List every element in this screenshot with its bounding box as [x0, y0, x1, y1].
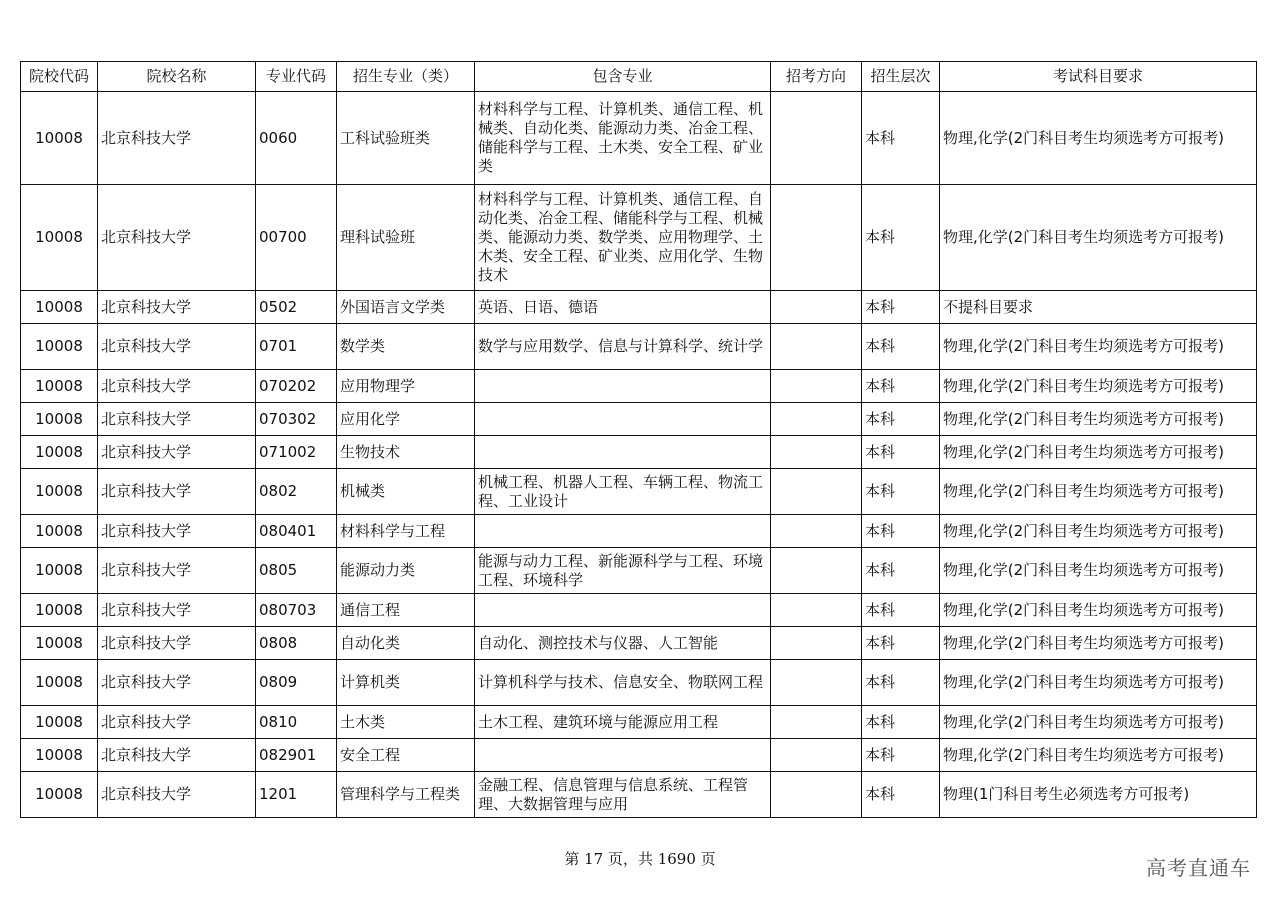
included-majors-cell: 土木工程、建筑环境与能源应用工程 [475, 706, 771, 739]
school-code-cell: 10008 [21, 515, 98, 548]
requirement-cell: 物理,化学(2门科目考生均须选考方可报考) [940, 370, 1257, 403]
major-code-cell: 0810 [256, 706, 337, 739]
requirement-cell: 物理,化学(2门科目考生均须选考方可报考) [940, 436, 1257, 469]
direction-cell [771, 739, 862, 772]
level-cell: 本科 [862, 436, 940, 469]
direction-cell [771, 706, 862, 739]
major-name-cell: 机械类 [337, 469, 475, 515]
major-code-cell: 0808 [256, 627, 337, 660]
direction-cell [771, 370, 862, 403]
requirement-cell: 物理,化学(2门科目考生均须选考方可报考) [940, 469, 1257, 515]
included-majors-cell: 金融工程、信息管理与信息系统、工程管理、大数据管理与应用 [475, 772, 771, 818]
header-major: 招生专业（类） [337, 62, 475, 92]
school-name-cell: 北京科技大学 [98, 370, 256, 403]
direction-cell [771, 548, 862, 594]
school-name-cell: 北京科技大学 [98, 548, 256, 594]
included-majors-cell: 数学与应用数学、信息与计算科学、统计学 [475, 324, 771, 370]
major-name-cell: 生物技术 [337, 436, 475, 469]
level-cell: 本科 [862, 403, 940, 436]
table-row [21, 660, 1257, 706]
level-cell: 本科 [862, 594, 940, 627]
major-code-cell: 0809 [256, 660, 337, 706]
major-code-cell: 070302 [256, 403, 337, 436]
level-cell: 本科 [862, 469, 940, 515]
header-major-code: 专业代码 [256, 62, 337, 92]
included-majors-cell: 能源与动力工程、新能源科学与工程、环境工程、环境科学 [475, 548, 771, 594]
included-majors-cell: 机械工程、机器人工程、车辆工程、物流工程、工业设计 [475, 469, 771, 515]
major-name-cell: 计算机类 [337, 660, 475, 706]
major-name-cell: 通信工程 [337, 594, 475, 627]
level-cell: 本科 [862, 548, 940, 594]
school-name-cell: 北京科技大学 [98, 627, 256, 660]
direction-cell [771, 403, 862, 436]
major-code-cell: 070202 [256, 370, 337, 403]
included-majors-cell [475, 403, 771, 436]
school-name-cell: 北京科技大学 [98, 92, 256, 185]
direction-cell [771, 436, 862, 469]
direction-cell [771, 324, 862, 370]
header-direction: 招考方向 [771, 62, 862, 92]
direction-cell [771, 469, 862, 515]
school-name-cell: 北京科技大学 [98, 515, 256, 548]
school-code-cell: 10008 [21, 594, 98, 627]
included-majors-cell: 计算机科学与技术、信息安全、物联网工程 [475, 660, 771, 706]
school-name-cell: 北京科技大学 [98, 291, 256, 324]
table-row [21, 403, 1257, 436]
table-row [21, 370, 1257, 403]
header-school-code: 院校代码 [21, 62, 98, 92]
major-code-cell: 0701 [256, 324, 337, 370]
requirement-cell: 物理,化学(2门科目考生均须选考方可报考) [940, 92, 1257, 185]
school-name-cell: 北京科技大学 [98, 403, 256, 436]
direction-cell [771, 627, 862, 660]
included-majors-cell [475, 739, 771, 772]
included-majors-cell: 自动化、测控技术与仪器、人工智能 [475, 627, 771, 660]
level-cell: 本科 [862, 291, 940, 324]
major-code-cell: 082901 [256, 739, 337, 772]
major-name-cell: 安全工程 [337, 739, 475, 772]
major-name-cell: 应用物理学 [337, 370, 475, 403]
major-code-cell: 00700 [256, 185, 337, 291]
requirement-cell: 物理(1门科目考生必须选考方可报考) [940, 772, 1257, 818]
level-cell: 本科 [862, 324, 940, 370]
school-name-cell: 北京科技大学 [98, 594, 256, 627]
included-majors-cell [475, 515, 771, 548]
header-school-name: 院校名称 [98, 62, 256, 92]
admissions-table [20, 61, 1257, 818]
table-row [21, 706, 1257, 739]
table-row [21, 548, 1257, 594]
table-row [21, 739, 1257, 772]
direction-cell [771, 515, 862, 548]
major-name-cell: 数学类 [337, 324, 475, 370]
table-header-row [21, 62, 1257, 92]
school-name-cell: 北京科技大学 [98, 324, 256, 370]
direction-cell [771, 594, 862, 627]
school-code-cell: 10008 [21, 291, 98, 324]
table-row [21, 324, 1257, 370]
direction-cell [771, 92, 862, 185]
school-name-cell: 北京科技大学 [98, 436, 256, 469]
major-name-cell: 自动化类 [337, 627, 475, 660]
included-majors-cell [475, 594, 771, 627]
level-cell: 本科 [862, 660, 940, 706]
level-cell: 本科 [862, 515, 940, 548]
school-code-cell: 10008 [21, 324, 98, 370]
school-name-cell: 北京科技大学 [98, 772, 256, 818]
included-majors-cell: 材料科学与工程、计算机类、通信工程、机械类、自动化类、能源动力类、冶金工程、储能科学与工程、土木类、安全工程、矿业类 [475, 92, 771, 185]
school-code-cell: 10008 [21, 370, 98, 403]
requirement-cell: 物理,化学(2门科目考生均须选考方可报考) [940, 324, 1257, 370]
major-code-cell: 0805 [256, 548, 337, 594]
major-name-cell: 理科试验班 [337, 185, 475, 291]
table-row [21, 436, 1257, 469]
requirement-cell: 物理,化学(2门科目考生均须选考方可报考) [940, 515, 1257, 548]
table-row [21, 92, 1257, 185]
school-code-cell: 10008 [21, 660, 98, 706]
requirement-cell: 物理,化学(2门科目考生均须选考方可报考) [940, 548, 1257, 594]
requirement-cell: 物理,化学(2门科目考生均须选考方可报考) [940, 594, 1257, 627]
level-cell: 本科 [862, 772, 940, 818]
included-majors-cell [475, 436, 771, 469]
table-row [21, 594, 1257, 627]
requirement-cell: 物理,化学(2门科目考生均须选考方可报考) [940, 706, 1257, 739]
major-code-cell: 080401 [256, 515, 337, 548]
direction-cell [771, 291, 862, 324]
major-code-cell: 0502 [256, 291, 337, 324]
level-cell: 本科 [862, 739, 940, 772]
direction-cell [771, 772, 862, 818]
school-code-cell: 10008 [21, 772, 98, 818]
school-name-cell: 北京科技大学 [98, 660, 256, 706]
school-name-cell: 北京科技大学 [98, 739, 256, 772]
school-name-cell: 北京科技大学 [98, 185, 256, 291]
major-name-cell: 土木类 [337, 706, 475, 739]
included-majors-cell [475, 370, 771, 403]
major-code-cell: 071002 [256, 436, 337, 469]
requirement-cell: 物理,化学(2门科目考生均须选考方可报考) [940, 660, 1257, 706]
level-cell: 本科 [862, 185, 940, 291]
table-row [21, 627, 1257, 660]
level-cell: 本科 [862, 706, 940, 739]
major-code-cell: 0060 [256, 92, 337, 185]
requirement-cell: 物理,化学(2门科目考生均须选考方可报考) [940, 403, 1257, 436]
included-majors-cell: 材料科学与工程、计算机类、通信工程、自动化类、冶金工程、储能科学与工程、机械类、能源动力类、数学类、应用物理学、土木类、安全工程、矿业类、应用化学、生物技术 [475, 185, 771, 291]
included-majors-cell: 英语、日语、德语 [475, 291, 771, 324]
school-code-cell: 10008 [21, 627, 98, 660]
school-code-cell: 10008 [21, 92, 98, 185]
table-body [21, 92, 1257, 818]
watermark: 高考直通车 [1146, 856, 1251, 880]
direction-cell [771, 660, 862, 706]
school-code-cell: 10008 [21, 548, 98, 594]
major-code-cell: 1201 [256, 772, 337, 818]
level-cell: 本科 [862, 370, 940, 403]
level-cell: 本科 [862, 92, 940, 185]
major-name-cell: 工科试验班类 [337, 92, 475, 185]
school-code-cell: 10008 [21, 436, 98, 469]
major-name-cell: 材料科学与工程 [337, 515, 475, 548]
school-code-cell: 10008 [21, 469, 98, 515]
table-row [21, 291, 1257, 324]
direction-cell [771, 185, 862, 291]
major-code-cell: 0802 [256, 469, 337, 515]
school-name-cell: 北京科技大学 [98, 469, 256, 515]
major-code-cell: 080703 [256, 594, 337, 627]
school-code-cell: 10008 [21, 403, 98, 436]
table-row [21, 469, 1257, 515]
header-requirement: 考试科目要求 [940, 62, 1257, 92]
requirement-cell: 物理,化学(2门科目考生均须选考方可报考) [940, 627, 1257, 660]
table-row [21, 772, 1257, 818]
header-included-majors: 包含专业 [475, 62, 771, 92]
header-level: 招生层次 [862, 62, 940, 92]
school-code-cell: 10008 [21, 706, 98, 739]
table-row [21, 185, 1257, 291]
school-code-cell: 10008 [21, 739, 98, 772]
requirement-cell: 物理,化学(2门科目考生均须选考方可报考) [940, 185, 1257, 291]
school-name-cell: 北京科技大学 [98, 706, 256, 739]
requirement-cell: 不提科目要求 [940, 291, 1257, 324]
requirement-cell: 物理,化学(2门科目考生均须选考方可报考) [940, 739, 1257, 772]
major-name-cell: 外国语言文学类 [337, 291, 475, 324]
major-name-cell: 应用化学 [337, 403, 475, 436]
major-name-cell: 能源动力类 [337, 548, 475, 594]
school-code-cell: 10008 [21, 185, 98, 291]
level-cell: 本科 [862, 627, 940, 660]
table-row [21, 515, 1257, 548]
major-name-cell: 管理科学与工程类 [337, 772, 475, 818]
page-number: 第 17 页，共 1690 页 [564, 850, 716, 868]
